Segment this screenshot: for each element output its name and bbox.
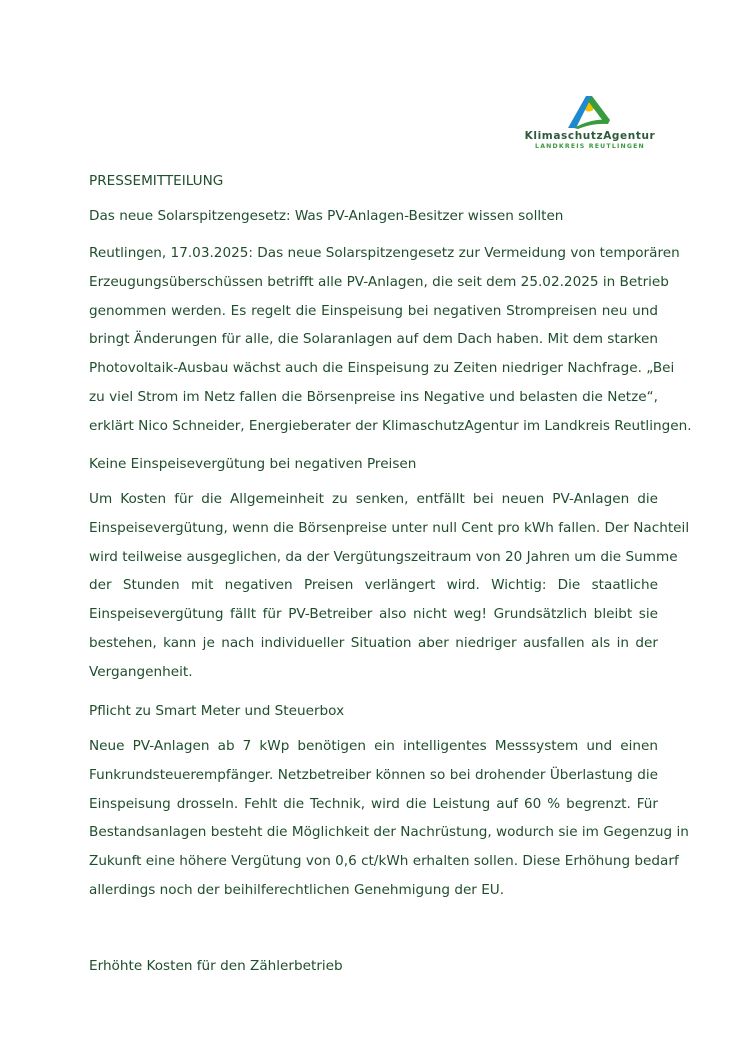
logo-title: KlimaschutzAgentur <box>524 130 656 142</box>
paragraph-line: Einspeisevergütung, wenn die Börsenpreise unter null Cent pro kWh fallen. Der Nachteil <box>89 519 690 536</box>
paragraph-line: Erzeugungsüberschüssen betrifft alle PV-Anlagen, die seit dem 25.02.2025 in Betrieb <box>89 273 669 290</box>
paragraph-line: erklärt Nico Schneider, Energieberater der KlimaschutzAgentur im Landkreis Reutlingen. <box>89 417 692 434</box>
document-label: PRESSEMITTEILUNG <box>89 173 224 189</box>
document-title: Das neue Solarspitzengesetz: Was PV-Anlagen-Besitzer wissen sollten <box>89 208 564 224</box>
intro-paragraph <box>89 239 692 441</box>
paragraph-line: Bestandsanlagen besteht die Möglichkeit der Nachrüstung, wodurch sie im Gegenzug in <box>89 824 689 841</box>
klimaschutzagentur-logo <box>520 90 660 154</box>
paragraph-line: Einspeisung drosseln. Fehlt die Technik, wird die Leistung auf 60 % begrenzt. Für <box>89 795 658 812</box>
paragraph-line: Photovoltaik-Ausbau wächst auch die Einspeisung zu Zeiten niedriger Nachfrage. „Bei <box>89 360 675 377</box>
paragraph-line: Reutlingen, 17.03.2025: Das neue Solarspitzengesetz zur Vermeidung von temporären <box>89 245 680 261</box>
paragraph-line: wird teilweise ausgeglichen, da der Vergütungszeitraum von 20 Jahren um die Summe <box>89 548 678 565</box>
paragraph-line: genommen werden. Es regelt die Einspeisung bei negativen Strompreisen neu und <box>89 302 658 319</box>
section-heading: Pflicht zu Smart Meter und Steuerbox <box>89 703 345 719</box>
paragraph-line: bestehen, kann je nach individueller Situation aber niedriger ausfallen als in der <box>89 634 658 651</box>
paragraph-line: der Stunden mit negativen Preisen verlängert wird. Wichtig: Die staatliche <box>89 577 658 594</box>
paragraph-line: allerdings noch der beihilferechtlichen Genehmigung der EU. <box>89 881 505 898</box>
paragraph-line: zu viel Strom im Netz fallen die Börsenpreise ins Negative und belasten die Netze“, <box>89 388 658 405</box>
section-paragraph <box>89 485 690 687</box>
paragraph-line: Vergangenheit. <box>89 663 193 680</box>
logo-subtitle: LANDKREIS REUTLINGEN <box>535 143 645 150</box>
section-heading: Keine Einspeisevergütung bei negativen Preisen <box>89 456 417 472</box>
paragraph-line: Um Kosten für die Allgemeinheit zu senken, entfällt bei neuen PV-Anlagen die <box>89 491 658 507</box>
section-heading: Erhöhte Kosten für den Zählerbetrieb <box>89 958 343 974</box>
paragraph-line: bringt Änderungen für alle, die Solaranlagen auf dem Dach haben. Mit dem starken <box>89 331 658 348</box>
triangle-logo-icon <box>566 90 612 130</box>
paragraph-line: Einspeisevergütung fällt für PV-Betreiber also nicht weg! Grundsätzlich bleibt sie <box>89 606 658 623</box>
paragraph-line: Zukunft eine höhere Vergütung von 0,6 ct/kWh erhalten sollen. Diese Erhöhung bedarf <box>89 853 679 870</box>
paragraph-line: Funkrundsteuerempfänger. Netzbetreiber können so bei drohender Überlastung die <box>89 766 658 783</box>
section-paragraph <box>89 732 689 905</box>
paragraph-line: Neue PV-Anlagen ab 7 kWp benötigen ein intelligentes Messsystem und einen <box>89 738 658 754</box>
